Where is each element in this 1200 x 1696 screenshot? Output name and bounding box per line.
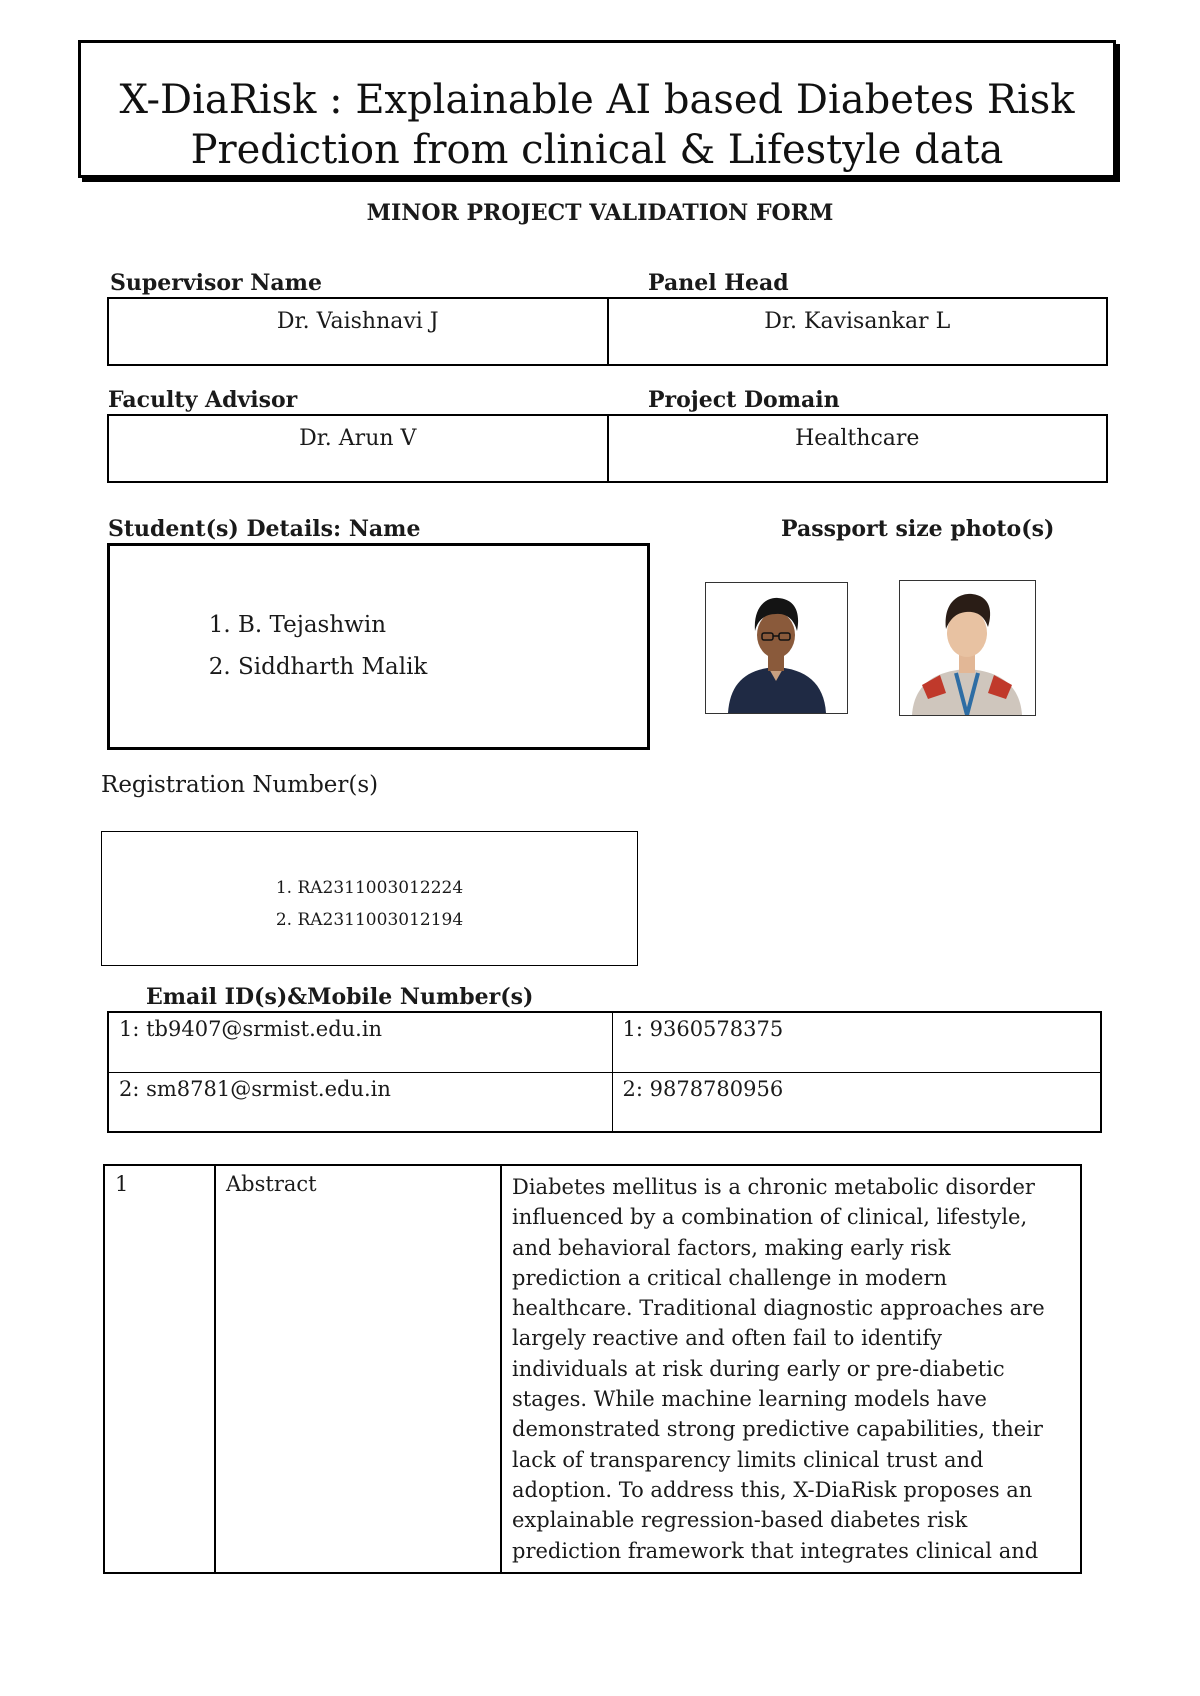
abstract-line: prediction a critical challenge in modern <box>512 1265 948 1290</box>
abstract-line: stages. While machine learning models have <box>512 1387 987 1412</box>
student-name: 1. B. Tejashwin <box>238 604 427 646</box>
abstract-heading: Abstract <box>215 1165 501 1573</box>
abstract-line: influenced by a combination of clinical, lifestyle, <box>512 1205 1028 1230</box>
panel-head-value: Dr. Kavisankar L <box>607 299 1107 364</box>
abstract-line: Diabetes mellitus is a chronic metabolic disorder <box>512 1175 1035 1199</box>
person-photo-icon <box>900 581 1035 715</box>
registration-number: 1. RA2311003012224 <box>275 878 464 898</box>
supervisor-panel-box <box>107 297 1108 366</box>
abstract-line: individuals at risk during early or pre-diabetic <box>512 1356 1005 1381</box>
students-box <box>107 543 650 750</box>
abstract-line: lack of transparency limits clinical trust and <box>512 1447 984 1472</box>
faculty-advisor-value: Dr. Arun V <box>299 426 417 451</box>
advisor-domain-box <box>107 414 1108 483</box>
email-cell: 1: tb9407@srmist.edu.in <box>108 1012 612 1072</box>
students-label: Student(s) Details: Name <box>108 516 421 542</box>
registration-list <box>102 872 637 936</box>
abstract-line: adoption. To address this, X-DiaRisk proposes an <box>512 1477 1033 1502</box>
registration-label: Registration Number(s) <box>101 772 379 798</box>
title-line-1: X-DiaRisk : Explainable AI based Diabetes Risk <box>119 77 1075 123</box>
table-row <box>108 1072 1101 1132</box>
faculty-advisor-label: Faculty Advisor <box>108 387 298 413</box>
abstract-table <box>103 1164 1082 1574</box>
supervisor-label: Supervisor Name <box>110 270 322 296</box>
student-list <box>210 604 427 688</box>
panel-head-label: Panel Head <box>648 270 789 296</box>
abstract-line: demonstrated strong predictive capabilities, their <box>512 1417 1043 1442</box>
registration-number: 2. RA2311003012194 <box>275 910 464 930</box>
registration-box <box>101 831 638 966</box>
student-name: 2. Siddharth Malik <box>238 646 427 688</box>
supervisor-value: Dr. Vaishnavi J <box>276 309 439 334</box>
table-row <box>104 1165 1081 1573</box>
person-photo-icon <box>706 583 847 713</box>
mobile-cell: 2: 9878780956 <box>612 1072 1101 1132</box>
email-cell: 2: sm8781@srmist.edu.in <box>108 1072 612 1132</box>
form-heading: MINOR PROJECT VALIDATION FORM <box>366 200 834 226</box>
title-box <box>78 40 1116 178</box>
abstract-text <box>501 1165 1081 1573</box>
abstract-line: explainable regression-based diabetes risk <box>512 1508 968 1533</box>
contacts-label: Email ID(s)&Mobile Number(s) <box>146 984 534 1010</box>
project-domain-value: Healthcare <box>607 416 1107 481</box>
title-line-2: Prediction from clinical & Lifestyle data <box>190 127 1004 173</box>
abstract-number: 1 <box>104 1165 215 1573</box>
project-domain-label: Project Domain <box>648 387 840 413</box>
table-row <box>108 1012 1101 1072</box>
mobile-cell: 1: 9360578375 <box>612 1012 1101 1072</box>
photos-label: Passport size photo(s) <box>781 516 1055 542</box>
student-photo <box>899 580 1036 716</box>
contacts-table <box>107 1011 1102 1133</box>
abstract-line: healthcare. Traditional diagnostic approaches are <box>512 1296 1045 1321</box>
abstract-line: and behavioral factors, making early risk <box>512 1235 951 1260</box>
abstract-line: prediction framework that integrates clinical and <box>512 1538 1039 1563</box>
abstract-line: largely reactive and often fail to identify <box>512 1326 942 1351</box>
student-photo <box>705 582 848 714</box>
